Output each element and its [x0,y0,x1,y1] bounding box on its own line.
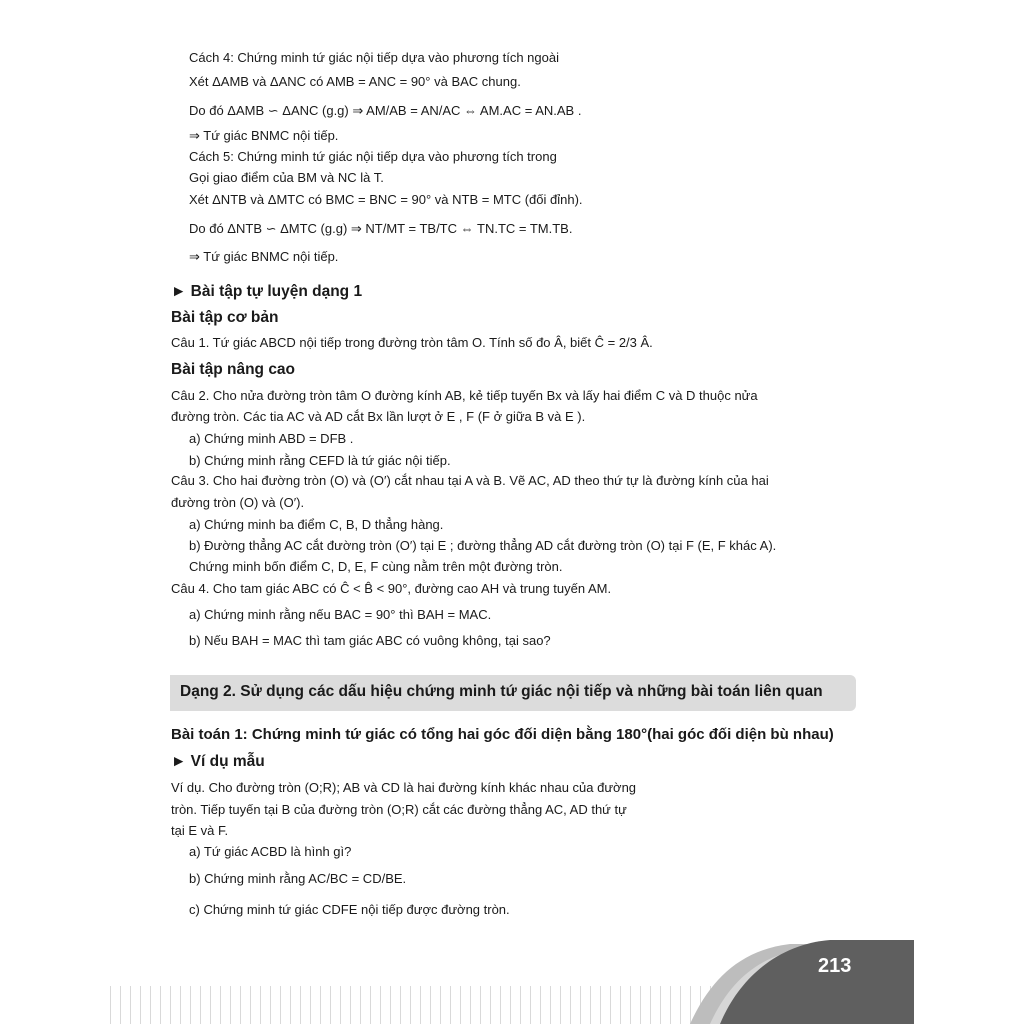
exercise-4: Câu 4. Cho tam giác ABC có Ĉ < B̂ < 90°, đường cao AH và trung tuyến AM. [171,581,612,596]
page-corner-decoration [690,940,914,1024]
text-line: ⇒ Tứ giác BNMC nội tiếp. [189,128,339,143]
text-line: đường tròn (O) và (O′). [171,495,305,510]
text-line: a) Tứ giác ACBD là hình gì? [189,844,352,859]
subsection-heading: Bài tập cơ bản [171,309,279,326]
text-line: a) Chứng minh ba điểm C, B, D thẳng hàng. [189,517,444,532]
text-line: b) Chứng minh rằng AC/BC = CD/BE. [189,871,407,886]
text-line: Xét ΔNTB và ΔMTC có BMC = BNC = 90° và NTB = MTC (đối đỉnh). [189,192,583,207]
problem-heading: Bài toán 1: Chứng minh tứ giác có tổng hai góc đối diện bằng 180°(hai góc đối diện bù nhau) [171,726,834,743]
example-text: Ví dụ. Cho đường tròn (O;R); AB và CD là hai đường kính khác nhau của đường [171,780,637,795]
text-line: Chứng minh bốn điểm C, D, E, F cùng nằm trên một đường tròn. [189,559,563,574]
exercise-1: Câu 1. Tứ giác ABCD nội tiếp trong đường tròn tâm O. Tính số đo Â, biết Ĉ = 2/3 Â. [171,335,653,350]
text-line: đường tròn. Các tia AC và AD cắt Bx lần lượt ở E , F (F ở giữa B và E ). [171,409,586,424]
section-heading: ► Bài tập tự luyện dạng 1 [171,283,363,300]
text-line: b) Chứng minh rằng CEFD là tứ giác nội tiếp. [189,453,451,468]
text-line: tại E và F. [171,823,229,838]
text-line: b) Nếu BAH = MAC thì tam giác ABC có vuông không, tại sao? [189,633,551,648]
text-line: b) Đường thẳng AC cắt đường tròn (O′) tại E ; đường thẳng AD cắt đường tròn (O) tại F (E, F khác A). [189,538,777,553]
exercise-2: Câu 2. Cho nửa đường tròn tâm O đường kính AB, kẻ tiếp tuyến Bx và lấy hai điểm C và D thuộc nửa [171,388,758,403]
text-line: ⇒ Tứ giác BNMC nội tiếp. [189,249,339,264]
text-line: Do đó ΔAMB ∽ ΔANC (g.g) ⇒ AM/AB = AN/AC ⇔ AM.AC = AN.AB . [189,103,582,118]
banner-title: Dạng 2. Sử dụng các dấu hiệu chứng minh tứ giác nội tiếp và những bài toán liên quan [180,683,823,700]
subsection-heading: Bài tập nâng cao [171,361,296,378]
method-4-title: Cách 4: Chứng minh tứ giác nội tiếp dựa vào phương tích ngoài [189,50,559,65]
page-number: 213 [818,955,852,977]
example-heading: ► Ví dụ mẫu [171,753,265,770]
method-5-title: Cách 5: Chứng minh tứ giác nội tiếp dựa vào phương tích trong [189,149,557,164]
text-line: Gọi giao điểm của BM và NC là T. [189,170,384,185]
text-line: tròn. Tiếp tuyến tại B của đường tròn (O;R) cắt các đường thẳng AC, AD thứ tự [171,802,627,817]
corner-dark-shape [720,940,914,1024]
text-line: a) Chứng minh ABD = DFB . [189,431,354,446]
section-banner [170,675,856,711]
text-line: a) Chứng minh rằng nếu BAC = 90° thì BAH = MAC. [189,607,492,622]
exercise-3: Câu 3. Cho hai đường tròn (O) và (O′) cắt nhau tại A và B. Vẽ AC, AD theo thứ tự là đường kính của hai [171,473,769,488]
text-line: Do đó ΔNTB ∽ ΔMTC (g.g) ⇒ NT/MT = TB/TC ⇔ TN.TC = TM.TB. [189,221,573,236]
text-line: Xét ΔAMB và ΔANC có AMB = ANC = 90° và BAC chung. [189,74,521,89]
text-line: c) Chứng minh tứ giác CDFE nội tiếp được đường tròn. [189,902,510,917]
